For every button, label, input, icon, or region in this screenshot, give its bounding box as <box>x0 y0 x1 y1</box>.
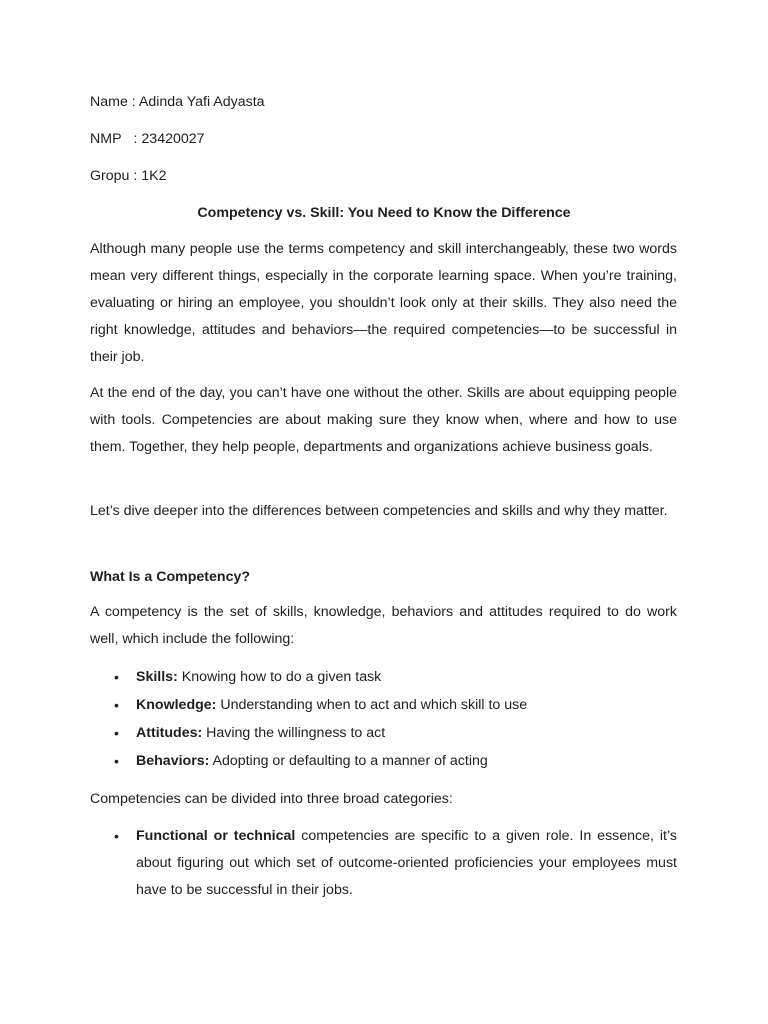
student-group: Gropu : 1K2 <box>90 168 167 184</box>
nmp-label: NMP <box>90 131 122 147</box>
list-item-text <box>136 823 677 904</box>
list-item-text <box>136 692 677 719</box>
bullet-icon: • <box>114 828 119 844</box>
list-item-text <box>136 748 677 775</box>
list-item-term: Functional or technical <box>136 828 296 844</box>
list-item-term: Attitudes: <box>136 725 203 741</box>
definition-paragraph: A competency is the set of skills, knowledge, behaviors and attitudes required to do work well, which include the following: <box>90 604 677 647</box>
paragraph-intro: Although many people use the terms competency and skill interchangeably, these two words mean very different things, especially in the corporate learning space. When you’re training, evaluating or hiring an employee, you shouldn’t look only at their skills. They also need the right knowledge, attitudes and behaviors—the required competencies—to be successful in their job. <box>90 241 677 365</box>
nmp-value: : 23420027 <box>133 131 205 147</box>
bullet-icon: • <box>114 753 119 769</box>
list-item-term: Knowledge: <box>136 697 217 713</box>
list-item-desc: competencies are specific to a given role. In essence, it’s about figuring out which set of outcome-oriented proficiencies your employees must have to be successful in their jobs. <box>136 828 677 898</box>
categories-intro: Competencies can be divided into three broad categories: <box>90 791 453 807</box>
paragraph-tools: At the end of the day, you can’t have one without the other. Skills are about equipping people with tools. Competencies are about making sure they know when, where and how to use them. Together, they help people, departments and organizations achieve business goals. <box>90 385 677 455</box>
student-nmp <box>90 130 205 148</box>
list-item-desc: Understanding when to act and which skill to use <box>216 697 528 713</box>
section-heading: What Is a Competency? <box>90 569 251 585</box>
list-item-desc: Knowing how to do a given task <box>177 669 382 685</box>
list-item-text <box>136 664 677 691</box>
list-item-text <box>136 720 677 747</box>
list-item-term: Behaviors: <box>136 753 210 769</box>
bullet-icon: • <box>114 725 119 741</box>
bullet-icon: • <box>114 697 119 713</box>
list-item-term: Skills: <box>136 669 178 685</box>
student-name: Name : Adinda Yafi Adyasta <box>90 94 265 110</box>
list-item-desc: Having the willingness to act <box>202 725 386 741</box>
paragraph-dive: Let’s dive deeper into the differences between competencies and skills and why they matter. <box>90 503 668 519</box>
document-title: Competency vs. Skill: You Need to Know the Difference <box>197 205 571 221</box>
bullet-icon: • <box>114 669 119 685</box>
list-item-desc: Adopting or defaulting to a manner of acting <box>209 753 488 769</box>
